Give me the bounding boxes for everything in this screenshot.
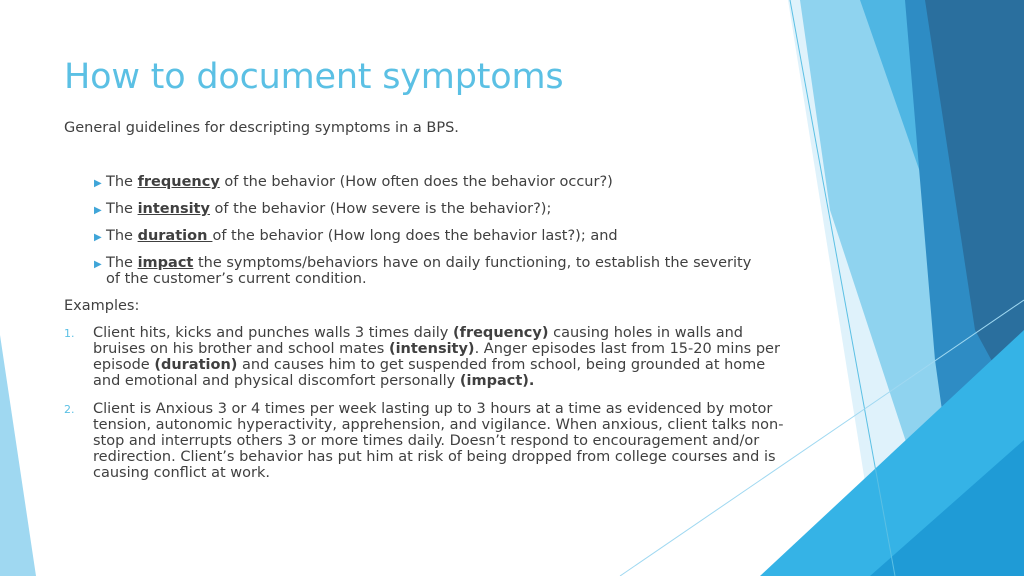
keyword-impact: impact	[137, 255, 194, 271]
example-number: 2.	[64, 403, 75, 416]
example-item-1: 1. Client hits, kicks and punches walls 3 times daily (frequency) causing holes in walls and bruises on his brother and school mates (intensity). Anger episodes last from 15-20 mins per episode (duration) and causes him to get suspended from school, being grounded at home and emotional and physical discomfort personally (impact).	[64, 325, 780, 389]
example-list	[64, 325, 784, 493]
triangle-right-icon: ▶	[94, 232, 102, 243]
guideline-list	[94, 174, 754, 298]
examples-label: Examples:	[64, 298, 140, 314]
example-text: Client is Anxious 3 or 4 times per week lasting up to 3 hours at a time as evidenced by motor tension, autonomic hyperactivity, apprehension, and vigilance. When anxious, client talks non-stop and interrupts others 3 or more times daily. Doesn’t respond to encouragement and/or redirection. Client’s behavior has put him at risk of being dropped from college courses and is causing conflict at work.	[93, 401, 784, 481]
triangle-right-icon: ▶	[94, 259, 102, 270]
bullet-intensity: ▶ The intensity of the behavior (How severe is the behavior?);	[94, 201, 552, 217]
example-number: 1.	[64, 327, 75, 340]
triangle-right-icon: ▶	[94, 205, 102, 216]
keyword-duration: duration	[137, 228, 213, 244]
keyword-frequency: frequency	[137, 174, 220, 190]
slide-title: How to document symptoms	[64, 57, 564, 97]
slide-subtitle: General guidelines for descripting symptoms in a BPS.	[64, 120, 459, 136]
left-accent-triangle	[0, 335, 36, 576]
bullet-frequency: ▶ The frequency of the behavior (How often does the behavior occur?)	[94, 174, 613, 190]
example-item-2	[64, 401, 784, 481]
bullet-impact: ▶ The impact the symptoms/behaviors have on daily functioning, to establish the severity of the customer’s current condition.	[94, 255, 752, 287]
bullet-duration: ▶ The duration of the behavior (How long does the behavior last?); and	[94, 228, 618, 244]
triangle-right-icon: ▶	[94, 178, 102, 189]
keyword-intensity: intensity	[137, 201, 210, 217]
